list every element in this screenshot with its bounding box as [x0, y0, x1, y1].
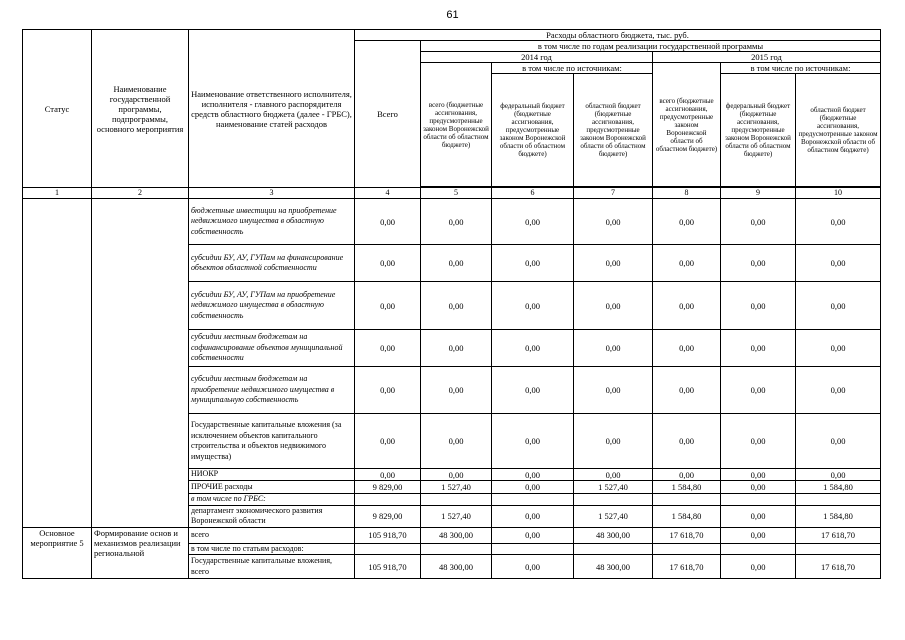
- header-expenses: Расходы областного бюджета, тыс. руб.: [355, 30, 881, 41]
- cell-2015-regional: 0,00: [796, 469, 881, 481]
- cell-2014-total: 48 300,00: [421, 527, 492, 543]
- row-label: всего: [189, 527, 355, 543]
- column-number: 7: [574, 188, 653, 199]
- row-label: субсидии местным бюджетам на софинансирование объектов муниципальной собственности: [189, 330, 355, 367]
- cell-2014-total: [421, 494, 492, 506]
- cell-2015-total: 0,00: [653, 367, 721, 414]
- cell-total: [355, 494, 421, 506]
- cell-2014-regional: 0,00: [574, 199, 653, 245]
- cell-2015-total: 0,00: [653, 199, 721, 245]
- cell-2015-regional: 0,00: [796, 414, 881, 469]
- cell-2014-total: 1 527,40: [421, 505, 492, 527]
- cell-2015-federal: 0,00: [721, 527, 796, 543]
- row-label: департамент экономического развития Воронежской области: [189, 505, 355, 527]
- header-year-2015: 2015 год: [653, 52, 881, 63]
- row-label: субсидии БУ, АУ, ГУПам на приобретение недвижимого имущества в областную собственность: [189, 282, 355, 330]
- table-row: [23, 199, 881, 245]
- cell-2014-regional: 0,00: [574, 469, 653, 481]
- cell-2014-federal: 0,00: [492, 330, 574, 367]
- cell-2015-regional: 1 584,80: [796, 481, 881, 494]
- cell-2015-total: 0,00: [653, 282, 721, 330]
- cell-total: 0,00: [355, 367, 421, 414]
- cell-2014-regional: 0,00: [574, 330, 653, 367]
- header-2014-regional: областной бюджет (бюджетные ассигнования, предусмотренные законом Воронежской области об областном бюджете): [574, 74, 653, 187]
- cell-2015-federal: 0,00: [721, 199, 796, 245]
- cell-2014-federal: 0,00: [492, 555, 574, 579]
- cell-2014-federal: 0,00: [492, 245, 574, 282]
- header-2015-total: всего (бюджетные ассигнования, предусмотренные законом Воронежской области об областном бюджете): [653, 63, 721, 187]
- cell-2015-federal: [721, 494, 796, 506]
- header-2014-total: всего (бюджетные ассигнования, предусмотренные законом Воронежской области об областном бюджете): [421, 63, 492, 187]
- cell-2014-federal: 0,00: [492, 481, 574, 494]
- cell-2015-total: 0,00: [653, 330, 721, 367]
- cell-2014-federal: 0,00: [492, 505, 574, 527]
- header-2015-by-sources: в том числе по источникам:: [721, 63, 881, 74]
- header-2015-federal: федеральный бюджет (бюджетные ассигнования, предусмотренные законом Воронежской области об областном бюджете): [721, 74, 796, 187]
- cell-2014-total: 48 300,00: [421, 555, 492, 579]
- cell-2014-regional: 48 300,00: [574, 527, 653, 543]
- cell-2014-federal: [492, 494, 574, 506]
- column-number: 1: [23, 188, 92, 199]
- cell-total: 0,00: [355, 469, 421, 481]
- cell-2014-regional: 0,00: [574, 367, 653, 414]
- row-label: субсидии местным бюджетам на приобретение недвижимого имущества в муниципальную собственность: [189, 367, 355, 414]
- row-label: ПРОЧИЕ расходы: [189, 481, 355, 494]
- status-cell-empty: [23, 199, 92, 528]
- cell-2015-federal: 0,00: [721, 481, 796, 494]
- header-program-name: Наименование государственной программы, подпрограммы, основного мероприятия: [92, 30, 189, 188]
- cell-2015-regional: 17 618,70: [796, 527, 881, 543]
- cell-2015-federal: 0,00: [721, 505, 796, 527]
- cell-2014-federal: 0,00: [492, 367, 574, 414]
- event5-name: Формирование основ и механизмов реализации региональной: [92, 527, 189, 579]
- header-year-2014: 2014 год: [421, 52, 653, 63]
- cell-2014-federal: [492, 543, 574, 555]
- column-number: 10: [796, 188, 881, 199]
- cell-2015-federal: 0,00: [721, 414, 796, 469]
- event5-row: [23, 527, 881, 543]
- row-label: Государственные капитальные вложения, всего: [189, 555, 355, 579]
- cell-2014-regional: 1 527,40: [574, 481, 653, 494]
- column-number: 2: [92, 188, 189, 199]
- cell-2014-total: 0,00: [421, 282, 492, 330]
- column-number: 8: [653, 188, 721, 199]
- cell-2014-regional: [574, 543, 653, 555]
- cell-2014-total: 0,00: [421, 367, 492, 414]
- cell-2014-total: 0,00: [421, 469, 492, 481]
- cell-2015-total: 17 618,70: [653, 555, 721, 579]
- cell-2014-regional: 0,00: [574, 414, 653, 469]
- header-row-1: [23, 30, 881, 41]
- cell-2015-total: 0,00: [653, 469, 721, 481]
- cell-2015-regional: 0,00: [796, 245, 881, 282]
- cell-2015-federal: 0,00: [721, 245, 796, 282]
- cell-2015-federal: 0,00: [721, 282, 796, 330]
- program-cell-empty: [92, 199, 189, 528]
- cell-2015-total: 0,00: [653, 414, 721, 469]
- cell-total: 9 829,00: [355, 505, 421, 527]
- cell-total: 0,00: [355, 199, 421, 245]
- header-2015-regional: областной бюджет (бюджетные ассигнования, предусмотренные законом Воронежской области об областном бюджете): [796, 74, 881, 187]
- header-executor-name: Наименование ответственного исполнителя, исполнителя - главного распорядителя средств областного бюджета (далее - ГРБС), наименование статей расходов: [189, 30, 355, 188]
- cell-2015-federal: 0,00: [721, 555, 796, 579]
- row-label: бюджетные инвестиции на приобретение недвижимого имущества в областную собственность: [189, 199, 355, 245]
- row-label: Государственные капитальные вложения (за исключением объектов капитального строительства и объектов недвижимого имущества): [189, 414, 355, 469]
- cell-total: 9 829,00: [355, 481, 421, 494]
- cell-2015-regional: 0,00: [796, 330, 881, 367]
- cell-2014-total: 0,00: [421, 414, 492, 469]
- cell-2015-federal: 0,00: [721, 469, 796, 481]
- cell-2015-total: [653, 494, 721, 506]
- cell-total: [355, 543, 421, 555]
- cell-2014-total: 0,00: [421, 245, 492, 282]
- page-number: 61: [446, 9, 459, 21]
- column-number: 5: [421, 188, 492, 199]
- cell-2014-regional: 48 300,00: [574, 555, 653, 579]
- cell-2014-regional: 1 527,40: [574, 505, 653, 527]
- header-2014-federal: федеральный бюджет (бюджетные ассигнования, предусмотренные законом Воронежской области об областном бюджете): [492, 74, 574, 187]
- cell-2014-total: 0,00: [421, 330, 492, 367]
- cell-2014-regional: 0,00: [574, 245, 653, 282]
- cell-2014-regional: 0,00: [574, 282, 653, 330]
- column-number: 9: [721, 188, 796, 199]
- header-status: Статус: [23, 30, 92, 188]
- cell-2014-federal: 0,00: [492, 527, 574, 543]
- column-number-row: [23, 188, 881, 199]
- cell-2015-total: 1 584,80: [653, 481, 721, 494]
- cell-2014-total: [421, 543, 492, 555]
- cell-2014-federal: 0,00: [492, 414, 574, 469]
- header-by-years: в том числе по годам реализации государственной программы: [421, 41, 881, 52]
- cell-2015-regional: 0,00: [796, 199, 881, 245]
- cell-2014-federal: 0,00: [492, 469, 574, 481]
- row-label: в том числе по статьям расходов:: [189, 543, 355, 555]
- header-2014-by-sources: в том числе по источникам:: [492, 63, 653, 74]
- header-total: Всего: [355, 41, 421, 188]
- cell-2015-regional: [796, 543, 881, 555]
- cell-2015-regional: 1 584,80: [796, 505, 881, 527]
- cell-2015-regional: [796, 494, 881, 506]
- cell-total: 105 918,70: [355, 527, 421, 543]
- column-number: 6: [492, 188, 574, 199]
- row-label: субсидии БУ, АУ, ГУПам на финансирование объектов областной собственности: [189, 245, 355, 282]
- cell-2015-total: 17 618,70: [653, 527, 721, 543]
- cell-2014-federal: 0,00: [492, 199, 574, 245]
- cell-total: 0,00: [355, 330, 421, 367]
- column-number: 4: [355, 188, 421, 199]
- cell-total: 0,00: [355, 414, 421, 469]
- cell-total: 0,00: [355, 282, 421, 330]
- budget-table: [22, 29, 881, 579]
- row-label: НИОКР: [189, 469, 355, 481]
- cell-2015-total: 0,00: [653, 245, 721, 282]
- cell-2015-regional: 17 618,70: [796, 555, 881, 579]
- event5-status: Основное мероприятие 5: [23, 527, 92, 579]
- cell-2015-regional: 0,00: [796, 282, 881, 330]
- cell-2015-total: 1 584,80: [653, 505, 721, 527]
- cell-total: 105 918,70: [355, 555, 421, 579]
- cell-2015-federal: 0,00: [721, 330, 796, 367]
- cell-total: 0,00: [355, 245, 421, 282]
- cell-2014-total: 0,00: [421, 199, 492, 245]
- cell-2014-regional: [574, 494, 653, 506]
- cell-2014-federal: 0,00: [492, 282, 574, 330]
- row-label: в том числе по ГРБС:: [189, 494, 355, 506]
- cell-2014-total: 1 527,40: [421, 481, 492, 494]
- cell-2015-total: [653, 543, 721, 555]
- column-number: 3: [189, 188, 355, 199]
- cell-2015-federal: 0,00: [721, 367, 796, 414]
- cell-2015-regional: 0,00: [796, 367, 881, 414]
- cell-2015-federal: [721, 543, 796, 555]
